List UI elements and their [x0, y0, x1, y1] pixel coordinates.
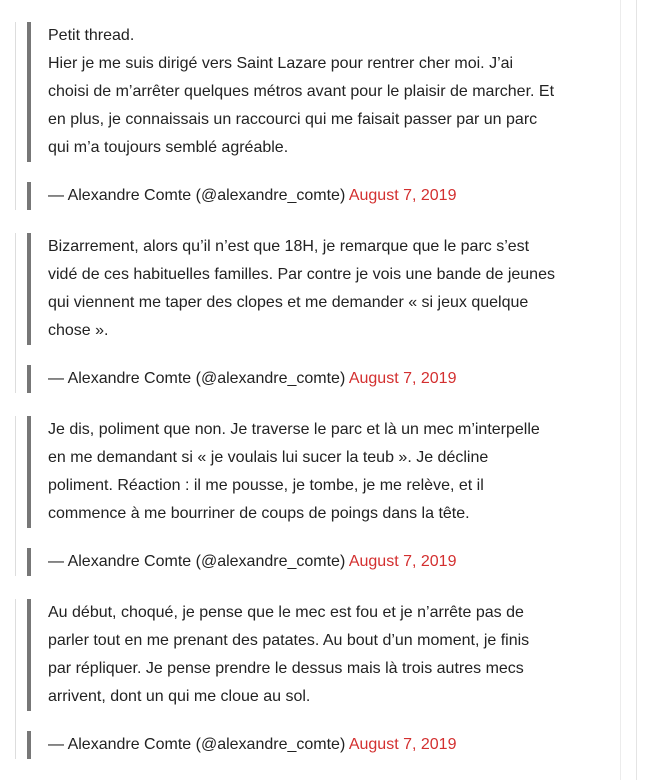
tweet-date-link[interactable]: August 7, 2019	[348, 370, 457, 387]
tweet-author: — Alexandre Comte (@alexandre_comte)	[48, 736, 346, 753]
tweet-author: — Alexandre Comte (@alexandre_comte)	[48, 370, 346, 387]
tweet-text-line: poliment. Réaction : il me pousse, je tombe, je me relève, et il	[48, 477, 484, 494]
tweet-author: — Alexandre Comte (@alexandre_comte)	[48, 187, 346, 204]
tweet-text-line: qui m’a toujours semblé agréable.	[48, 139, 289, 156]
tweet-text-line: en plus, je connaissais un raccourci qui me faisait passer par un parc	[48, 111, 538, 128]
tweet-text-line: chose ».	[48, 322, 109, 339]
tweet-text	[27, 599, 605, 711]
tweet-text-line: par répliquer. Je pense prendre le dessus mais là trois autres mecs	[48, 660, 524, 677]
tweet-thread	[15, 22, 605, 782]
tweet-text-line: Petit thread.	[48, 27, 135, 44]
tweet-text-line: vidé de ces habituelles familles. Par contre je vois une bande de jeunes	[48, 266, 555, 283]
tweet-text-line: arrivent, dont un qui me cloue au sol.	[48, 688, 311, 705]
tweet-text-line: Hier je me suis dirigé vers Saint Lazare pour rentrer cher moi. J’ai	[48, 55, 514, 72]
tweet-text	[27, 416, 605, 528]
scrollbar-track[interactable]	[636, 0, 637, 780]
tweet-text-line: parler tout en me prenant des patates. Au bout d’un moment, je finis	[48, 632, 530, 649]
tweet-author: — Alexandre Comte (@alexandre_comte)	[48, 553, 346, 570]
tweet-attribution	[27, 365, 605, 393]
tweet-text	[27, 22, 605, 162]
tweet-date-link[interactable]: August 7, 2019	[348, 736, 457, 753]
embedded-tweet	[15, 22, 605, 210]
tweet-text-line: Je dis, poliment que non. Je traverse le parc et là un mec m’interpelle	[48, 421, 540, 438]
embedded-tweet	[15, 599, 605, 759]
tweet-text-line: choisi de m’arrêter quelques métros avant pour le plaisir de marcher. Et	[48, 83, 555, 100]
tweet-attribution	[27, 731, 605, 759]
tweet-date-link[interactable]: August 7, 2019	[348, 553, 457, 570]
sidebar-divider	[620, 0, 621, 780]
tweet-text-line: Bizarrement, alors qu’il n’est que 18H, je remarque que le parc s’est	[48, 238, 530, 255]
tweet-text-line: qui viennent me taper des clopes et me demander « si jeux quelque	[48, 294, 529, 311]
tweet-attribution	[27, 182, 605, 210]
tweet-date-link[interactable]: August 7, 2019	[348, 187, 457, 204]
tweet-text-line: en me demandant si « je voulais lui sucer la teub ». Je décline	[48, 449, 489, 466]
tweet-text	[27, 233, 605, 345]
tweet-attribution	[27, 548, 605, 576]
embedded-tweet	[15, 416, 605, 576]
embedded-tweet	[15, 233, 605, 393]
tweet-text-line: commence à me bourriner de coups de poings dans la tête.	[48, 505, 470, 522]
tweet-text-line: Au début, choqué, je pense que le mec est fou et je n’arrête pas de	[48, 604, 524, 621]
